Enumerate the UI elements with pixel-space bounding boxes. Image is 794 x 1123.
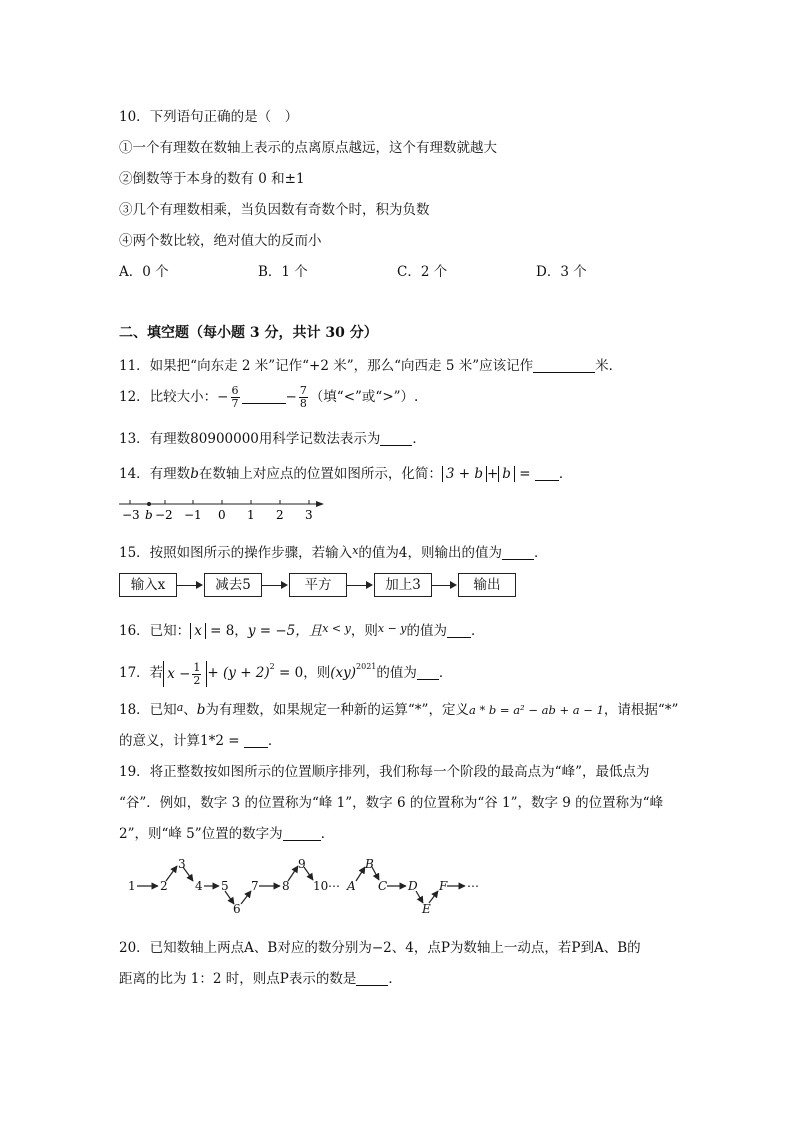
- q16-prefix: 16．已知：: [119, 623, 191, 639]
- q14-eq: =: [519, 466, 531, 482]
- q19-arrow: [166, 866, 177, 881]
- q18-answer-blank[interactable]: [244, 733, 268, 748]
- q10-option-b: B．1 个: [258, 264, 308, 280]
- q19-label: 8: [282, 879, 290, 893]
- flow-arrowhead: [450, 581, 457, 589]
- q14-tick-label: b: [145, 508, 153, 522]
- flow-box-output: 输出: [458, 573, 516, 597]
- q19-arrow: [288, 866, 298, 881]
- q16-cond: x < y: [322, 622, 351, 635]
- q16-then: ，则: [350, 623, 378, 639]
- q19-arrow: [429, 891, 438, 903]
- q19-label: 9: [298, 857, 306, 871]
- flow-box-subtract: 减去5: [204, 573, 262, 597]
- q14-answer-blank[interactable]: [535, 466, 559, 481]
- q19-arrow: [304, 867, 313, 880]
- q11-suffix: 米．: [595, 358, 623, 374]
- q15: [119, 541, 548, 561]
- q19-arrow: [183, 867, 193, 881]
- q14-tick-label: 1: [247, 508, 255, 522]
- q18-end: ．: [267, 733, 282, 749]
- q17-answer-blank[interactable]: [417, 665, 439, 680]
- q18-var-b: b: [196, 702, 206, 718]
- q19-label: E: [422, 902, 431, 916]
- q12-f2-numerator: 7: [299, 384, 307, 397]
- q17-eq: = 0，则: [279, 665, 331, 681]
- q19-label: D: [408, 879, 418, 893]
- q11: [119, 354, 622, 374]
- flow-arrow: [176, 585, 197, 586]
- q17-suffix: 的值为: [376, 665, 417, 681]
- flow-box-add: 加上3: [374, 573, 432, 597]
- q10-item-2: ②倒数等于本身的数有 0 和±1: [119, 171, 305, 187]
- q15-var-x: x: [352, 544, 359, 557]
- q17-abs-pre: x −: [167, 665, 191, 682]
- q17: [119, 651, 452, 689]
- q11-text: 11．如果把“向东走 2 米”记作“+2 米”，那么“向西走 5 米”应该记作: [119, 358, 534, 374]
- q14-prefix: 14．有理数: [119, 466, 191, 482]
- q18-definition: a * b = a² − ab + a − 1: [468, 703, 604, 717]
- q17-prefix: 17．若: [119, 665, 164, 681]
- q16-eq1: = 8，: [210, 623, 248, 639]
- q19-label: F: [439, 879, 448, 893]
- q12-fraction-1: [231, 385, 240, 410]
- q12: [119, 382, 418, 412]
- q14-suffix: ．: [558, 466, 573, 482]
- q14-abs-1: 3 + b: [442, 466, 487, 482]
- q16-end: ．: [471, 623, 485, 639]
- q14-tick-label: −1: [184, 508, 202, 522]
- q18-text: 为有理数，如果规定一种新的运算“*”，定义: [205, 702, 469, 718]
- q16-suffix: 的值为: [406, 623, 448, 639]
- q10-stem: 10．下列语句正确的是（ ）: [119, 109, 299, 125]
- q16-answer-blank[interactable]: [447, 623, 471, 638]
- q15-answer-blank[interactable]: [502, 545, 534, 560]
- q14-plus: +: [486, 466, 499, 482]
- q19-label: 10: [313, 879, 329, 893]
- q20-end: ．: [388, 971, 402, 987]
- flow-arrowhead: [281, 581, 288, 589]
- q19-label: 6: [233, 902, 241, 916]
- q13-suffix: ．: [412, 431, 426, 447]
- section-title: 二、填空题（每小题 3 分，共计 30 分）: [119, 325, 378, 341]
- q19-arrow: [416, 891, 423, 903]
- q17-denominator: 2: [193, 673, 201, 687]
- q16-abs-x: x: [190, 623, 206, 639]
- q18-calc: 1*2 =: [200, 733, 240, 749]
- q17-end: ．: [438, 665, 453, 681]
- q12-mid: −: [285, 389, 297, 405]
- q19-label: 3: [178, 857, 186, 871]
- flow-arrow: [431, 585, 451, 586]
- q19-label: 7: [251, 879, 259, 893]
- q10-option-c: C．2 个: [397, 264, 448, 280]
- q19-label: A: [347, 879, 356, 893]
- q15-text2: 的值为4，则输出的值为: [358, 545, 502, 561]
- q17-base: (xy): [330, 665, 357, 681]
- flow-box-input: 输入x: [119, 573, 177, 597]
- q18-text-2: ，请根据“*”: [603, 702, 679, 718]
- q17-exponent: 2021: [356, 662, 377, 671]
- flow-arrow: [261, 585, 282, 586]
- q19-line-1: 19．将正整数按如图所示的位置顺序排列，我们称每一个阶段的最高点为“峰”，最低点为: [119, 764, 650, 780]
- q14-tick-label: −3: [122, 508, 140, 522]
- q16-y-eq: y = −5，且: [247, 623, 323, 639]
- q18-sep: 、: [183, 702, 197, 718]
- q18-line-1: [119, 698, 678, 718]
- q20-line-1: 20．已知数轴上两点A、B对应的数分别为−2、4，点P为数轴上一动点，若P到A、B的: [119, 940, 641, 956]
- q19-label: 4: [195, 879, 203, 893]
- q19-arrow: [225, 891, 234, 904]
- q12-f1-numerator: 6: [231, 384, 239, 397]
- q14-tick-label: −2: [155, 508, 173, 522]
- q16: [119, 619, 485, 639]
- q10-item-1: ①一个有理数在数轴上表示的点离原点越远，这个有理数就越大: [119, 140, 497, 156]
- q10-option-a: A．0 个: [119, 264, 169, 280]
- q19-end: ．: [320, 826, 335, 842]
- q19-arrow: [241, 891, 251, 904]
- q14: [119, 462, 572, 482]
- q12-answer-blank[interactable]: [242, 389, 286, 404]
- q14-var-b: b: [190, 466, 199, 482]
- q14-tick-label: 3: [305, 508, 313, 522]
- q19-line3: 2”，则“峰 5”位置的数字为: [119, 826, 283, 842]
- q19-answer-blank[interactable]: [283, 826, 321, 841]
- q12-f1-denominator: 7: [231, 397, 239, 410]
- q18-line-2: [119, 729, 281, 749]
- q12-f2-denominator: 8: [299, 397, 307, 410]
- q17-numerator: 1: [193, 660, 201, 674]
- q13-answer-blank[interactable]: [380, 431, 412, 446]
- q13-text: 13．有理数80900000用科学记数法表示为: [119, 431, 381, 447]
- q16-expr: x − y: [377, 622, 407, 635]
- q19-arrow: [356, 867, 365, 881]
- q13: [119, 427, 426, 447]
- flow-arrow: [346, 585, 367, 586]
- flow-arrowhead: [366, 581, 373, 589]
- q12-fraction-2: [299, 385, 308, 410]
- q19-label: 5: [221, 879, 229, 893]
- q19-line-2: “谷”．例如，数字 3 的位置称为“峰 1”，数字 6 的位置称为“谷 1”，数字 9 的位置称为“峰: [119, 795, 664, 811]
- q17-rest: + (y + 2): [207, 665, 270, 681]
- q19-label: ⋯: [467, 879, 479, 893]
- q20-answer-blank[interactable]: [356, 971, 388, 986]
- q19-label: B: [365, 857, 374, 871]
- q18-line2: 的意义，计算: [119, 733, 200, 749]
- q14-text: 在数轴上对应点的位置如图所示，化简：: [198, 466, 442, 482]
- q12-prefix: 12．比较大小：−: [119, 389, 229, 405]
- q19-label: 1: [128, 879, 136, 893]
- q17-fraction: [192, 662, 201, 687]
- q10-item-3: ③几个有理数相乘，当负因数有奇数个时，积为负数: [119, 202, 430, 218]
- q20-line2: 距离的比为 1：2 时，则点P表示的数是: [119, 971, 357, 987]
- q18-prefix: 18．已知: [119, 702, 177, 718]
- q17-power: 2: [269, 662, 275, 671]
- q17-abs: [163, 661, 207, 687]
- q11-answer-blank[interactable]: [533, 358, 595, 373]
- q15-suffix: ．: [534, 545, 548, 561]
- q14-tick-label: 0: [218, 508, 226, 522]
- q19-label: C: [378, 879, 388, 893]
- q18-var-a: a: [176, 701, 184, 714]
- q14-number-line: [112, 494, 332, 524]
- q12-suffix: （填“<”或“>”）.: [309, 389, 419, 405]
- q14-tick-label: 2: [276, 508, 284, 522]
- q10-item-4: ④两个数比较，绝对值大的反而小: [119, 233, 322, 249]
- q19-arrow: [372, 867, 379, 880]
- q15-text: 15．按照如图所示的操作步骤，若输入: [119, 545, 353, 561]
- q19-label: 2: [160, 879, 168, 893]
- flow-box-square: 平方: [289, 573, 347, 597]
- q19-zigzag-figure: [120, 852, 500, 918]
- q14-abs-2: b: [498, 466, 515, 482]
- flow-arrowhead: [196, 581, 203, 589]
- q20-line-2: [119, 967, 402, 987]
- q19-label: ⋯: [328, 879, 340, 893]
- q10-option-d: D．3 个: [536, 264, 587, 280]
- q19-line-3: [119, 822, 334, 842]
